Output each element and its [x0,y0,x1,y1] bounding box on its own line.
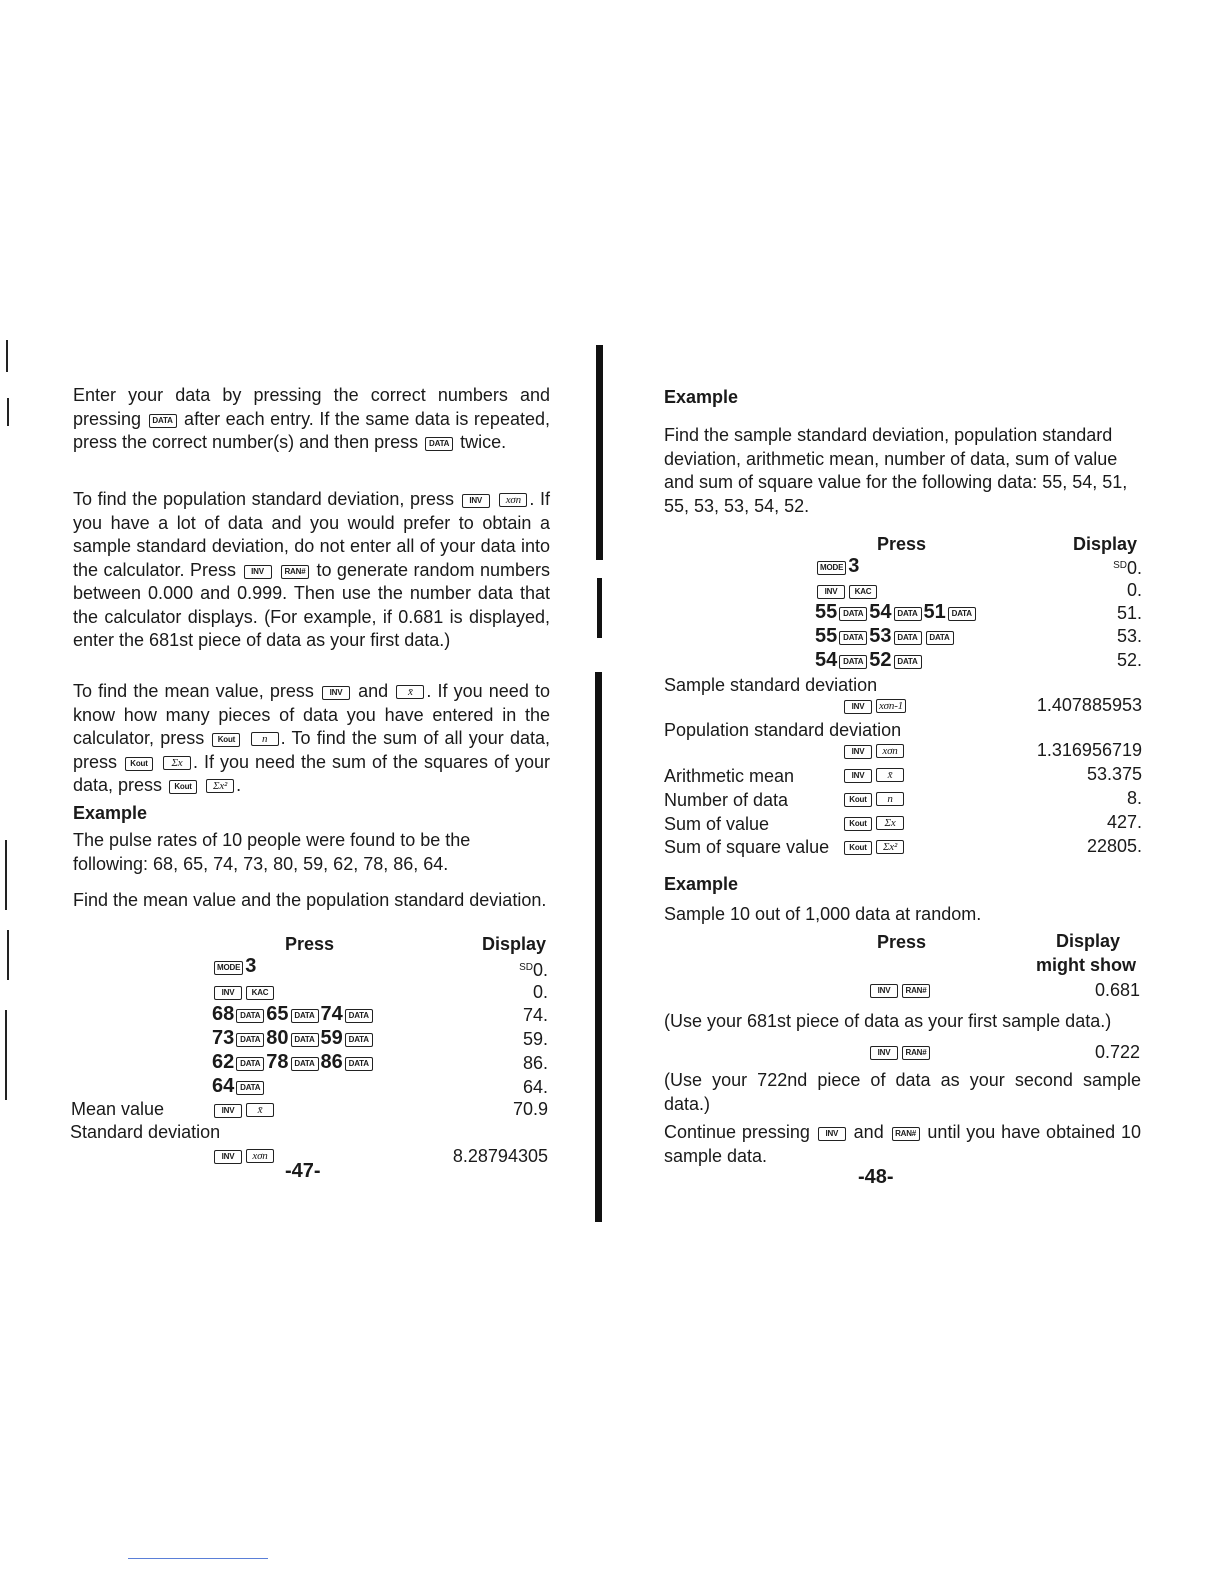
margin-mark-4 [7,930,9,980]
kac-key: KAC [246,986,274,1000]
text: and [847,1122,890,1142]
kout-key: Kout [844,793,872,807]
right-sumsq-press [842,834,906,858]
data-key: DATA [291,1057,319,1071]
left-std-display: 8.28794305 [452,1146,548,1166]
right-count-press [842,786,906,810]
data-key: DATA [948,607,976,621]
text [199,775,204,795]
binding-spine-mid [597,578,602,638]
text: to generate random numbers between 0.000 and 0.999. Then use the number data that the calculator displays. (For example, if 0.681 is displayed, enter the 681st piece of data as your first data.) [73,559,550,650]
right-press-row-3 [815,600,978,624]
inv-key: INV [214,986,242,1000]
left-mean-label: Mean value [71,1099,165,1119]
right-display-row-5: 52. [1116,650,1142,670]
data-key: DATA [291,1009,319,1023]
right-note1: (Use your 681st piece of data as your first sample data.) [664,1011,1112,1031]
left-display-row-6: 64. [522,1077,548,1097]
right-press2-header: Press [877,932,927,952]
data-key: DATA [425,437,453,451]
sigma-n1-key: xσn-1 [876,699,906,713]
right-pop-std-press [842,738,906,762]
number: 54 [815,649,838,671]
right-display-row-1 [982,554,1142,580]
right-display-row-3: 51. [1116,603,1142,623]
right-example2-text: Sample 10 out of 1,000 data at random. [664,904,982,924]
inv-key: INV [844,769,872,783]
inv-key: INV [244,565,272,579]
bottom-rule [128,1558,268,1559]
display-value: 0. [532,960,548,980]
right-count-display: 8. [1126,788,1142,808]
binding-spine-bottom [595,672,602,1222]
inv-key: INV [844,745,872,759]
n-key: n [876,792,904,806]
right-sum-display: 427. [1106,812,1142,832]
ran-key: RAN# [892,1127,920,1141]
data-key: DATA [345,1009,373,1023]
right-press-row-2 [815,578,879,602]
right-sum-label: Sum of value [664,814,770,834]
ran-key: RAN# [902,984,930,998]
left-press-header: Press [285,934,335,954]
sd-indicator: SD [1113,560,1127,571]
right-mean-label: Arithmetic mean [664,766,795,786]
data-key: DATA [894,607,922,621]
mean-key: x̄ [396,685,424,699]
left-press-row-1 [212,954,256,978]
left-std-label: Standard deviation [70,1122,221,1142]
inv-key: INV [817,585,845,599]
number: 59 [320,1027,343,1049]
right-sample-std-press [842,693,908,717]
right-press-row-5 [815,648,924,672]
text: . To find the sum of all your data, press [73,728,550,772]
right-random1-press [868,977,932,1001]
right-display-header: Display [1073,534,1138,554]
mode-key: MODE [214,961,243,975]
text: Continue pressing [664,1122,816,1142]
data-key: DATA [894,655,922,669]
sd-indicator: SD [519,962,533,973]
sigma-n-key: xσn [246,1149,274,1163]
right-mean-press [842,762,906,786]
right-random2-display: 0.722 [1094,1042,1140,1062]
text: after each entry. If the same data is repeated, press the correct number(s) and then press [73,408,550,452]
text [274,560,279,580]
text: To find the mean value, press [73,681,320,701]
data-key: DATA [291,1033,319,1047]
sum-x2-key: Σx² [206,779,234,793]
n-key: n [251,732,279,746]
text: . [236,775,242,795]
number: 52 [869,649,892,671]
right-display-row-2: 0. [1126,580,1142,600]
margin-mark-2 [7,398,9,426]
left-std-press [212,1143,276,1167]
kout-key: Kout [169,780,197,794]
number: 3 [245,955,257,977]
left-mean-paragraph [73,680,550,798]
display-value: 0. [1126,558,1142,578]
inv-key: INV [214,1150,242,1164]
inv-key: INV [214,1104,242,1118]
right-sumsq-label: Sum of square value [664,837,830,857]
right-sample-std-label: Sample standard deviation [664,675,878,695]
text [155,752,161,772]
data-key: DATA [149,414,177,428]
ran-key: RAN# [281,565,309,579]
left-press-row-6 [212,1074,266,1098]
left-press-row-5 [212,1050,375,1074]
data-key: DATA [839,655,867,669]
right-pop-std-label: Population standard deviation [664,720,902,740]
data-key: DATA [236,1057,264,1071]
right-display-row-4: 53. [1116,626,1142,646]
number: 65 [266,1003,289,1025]
left-mean-press [212,1097,276,1121]
text: and [352,681,395,701]
right-pop-std-display: 1.316956719 [1036,740,1142,760]
data-key: DATA [236,1033,264,1047]
right-count-label: Number of data [664,790,789,810]
data-key: DATA [894,631,922,645]
number: 64 [212,1075,235,1097]
number: 53 [869,625,892,647]
text: Enter your data by pressing the correct numbers and pressing [73,385,550,429]
data-key: DATA [839,631,867,645]
left-display-header: Display [482,934,547,954]
kac-key: KAC [849,585,877,599]
right-page-number: -48- [858,1166,894,1188]
left-display-row-4: 59. [522,1029,548,1049]
data-key: DATA [926,631,954,645]
number: 3 [848,555,860,577]
number: 86 [320,1051,343,1073]
margin-mark-3 [5,840,7,910]
text: To find the population standard deviation, press [73,489,460,509]
number: 74 [320,1003,343,1025]
left-mean-display: 70.9 [512,1099,548,1119]
inv-key: INV [462,494,490,508]
ran-key: RAN# [902,1046,930,1060]
right-sumsq-display: 22805. [1086,836,1142,856]
left-page-number: -47- [285,1160,321,1182]
left-population-paragraph [73,488,550,653]
text: until you have obtained 10 sample data. [664,1122,1141,1166]
inv-key: INV [870,984,898,998]
sigma-n-key: xσn [876,744,904,758]
margin-mark-5 [5,1010,7,1100]
left-intro-paragraph [73,384,550,455]
mode-key: MODE [817,561,846,575]
right-random1-display: 0.681 [1094,980,1140,1000]
number: 80 [266,1027,289,1049]
number: 62 [212,1051,235,1073]
number: 73 [212,1027,235,1049]
inv-key: INV [844,700,872,714]
number: 68 [212,1003,235,1025]
right-example-heading: Example [664,387,739,407]
left-display-row-1 [388,956,548,982]
sum-x-key: Σx [876,816,904,830]
kout-key: Kout [212,733,240,747]
text: . If you have a lot of data and you would prefer to obtain a sample standard deviation, do not enter all of your data into the calculator. Press [73,489,550,580]
text: twice. [455,432,507,452]
right-press-row-1 [815,554,859,578]
kout-key: Kout [844,841,872,855]
left-display-row-2: 0. [532,982,548,1002]
margin-mark-1 [6,340,8,372]
data-key: DATA [236,1081,264,1095]
left-display-row-5: 86. [522,1053,548,1073]
data-key: DATA [236,1009,264,1023]
right-press-header: Press [877,534,927,554]
mean-key: x̄ [246,1103,274,1117]
right-press-row-4 [815,624,956,648]
sigma-n-key: xσn [499,493,527,507]
right-random2-press [868,1039,932,1063]
kout-key: Kout [125,757,153,771]
left-press-row-2 [212,979,276,1003]
inv-key: INV [870,1046,898,1060]
right-sum-press [842,810,906,834]
number: 54 [869,601,892,623]
inv-key: INV [322,686,350,700]
sum-x2-key: Σx² [876,840,904,854]
text: . If you need to know how many pieces of data you have entered in the calculator, press [73,681,550,748]
right-continue-text [664,1121,1141,1168]
data-key: DATA [345,1033,373,1047]
text [492,489,498,509]
text: . If you need the sum of the squares of your data, press [73,751,550,795]
left-example-heading: Example [73,803,148,823]
data-key: DATA [345,1057,373,1071]
kout-key: Kout [844,817,872,831]
left-press-row-4 [212,1026,375,1050]
right-example2-heading: Example [664,874,739,894]
left-example-text: The pulse rates of 10 people were found to be the following: 68, 65, 74, 73, 80, 59, 62, 78, 86, 64. [73,830,471,874]
number: 51 [923,601,946,623]
inv-key: INV [818,1127,846,1141]
right-display2-header-2: might show [1036,955,1136,975]
sum-x-key: Σx [163,756,191,770]
right-example-text: Find the sample standard deviation, population standard deviation, arithmetic mean, number of data, sum of value and sum of square value for the following data: 55, 54, 51, 55, 53, 53, 54, 52. [664,425,1128,516]
right-sample-std-display: 1.407885953 [1036,695,1142,715]
right-display2-header-1: Display [1056,931,1121,951]
binding-spine-top [596,345,603,560]
left-find-text: Find the mean value and the population standard deviation. [73,890,547,910]
number: 78 [266,1051,289,1073]
left-press-row-3 [212,1002,375,1026]
text [242,728,248,748]
data-key: DATA [839,607,867,621]
number: 55 [815,625,838,647]
number: 55 [815,601,838,623]
mean-key: x̄ [876,768,904,782]
right-mean-display: 53.375 [1086,764,1142,784]
right-note2: (Use your 722nd piece of data as your second sample data.) [664,1070,1141,1114]
left-display-row-3: 74. [522,1005,548,1025]
